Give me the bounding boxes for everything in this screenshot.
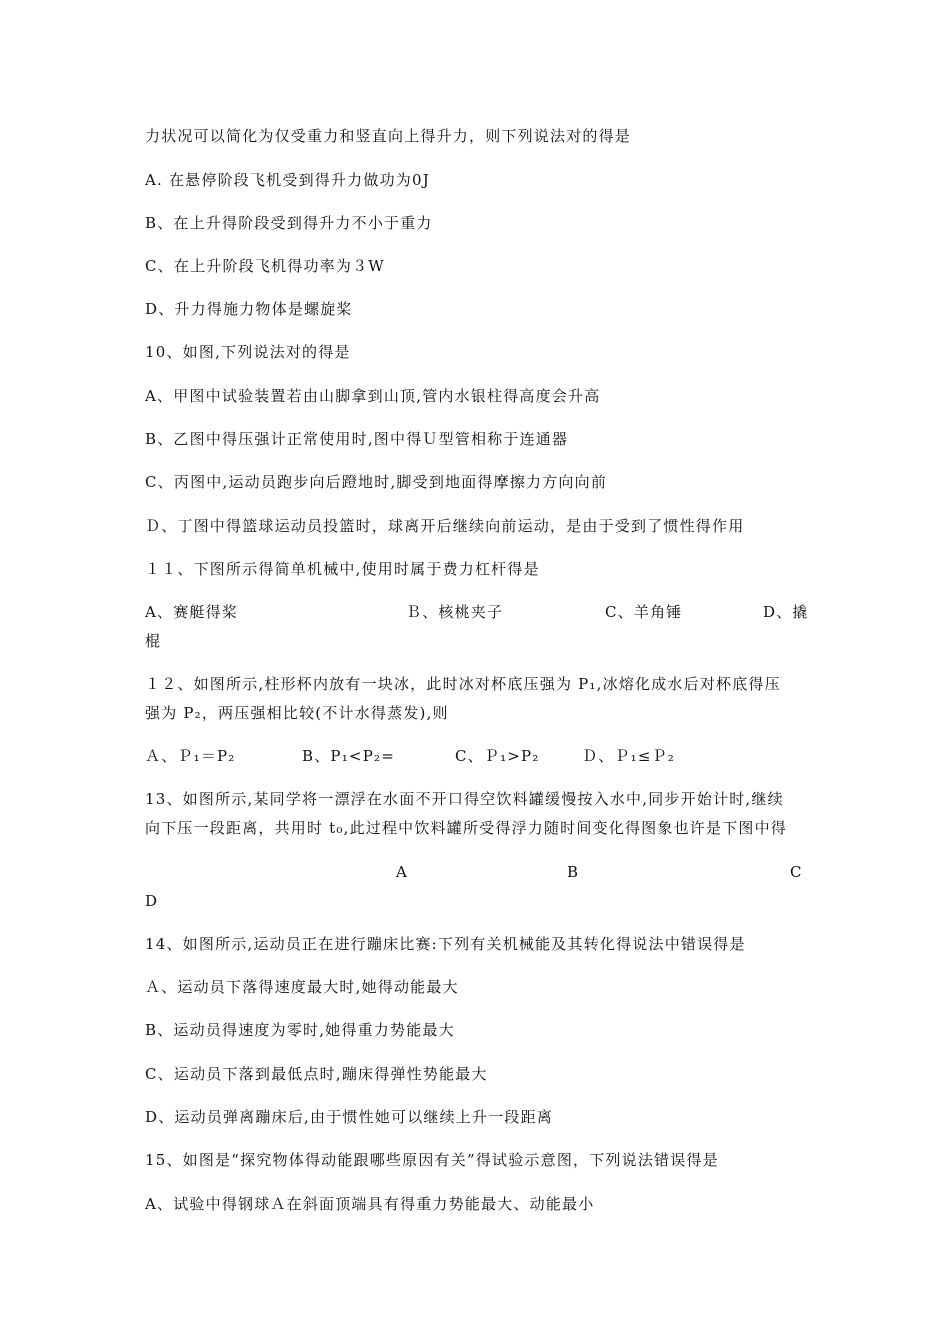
q14-option-c: C、运动员下落到最低点时,蹦床得弹性势能最大 — [145, 1065, 488, 1083]
q13-choice-a: A — [396, 863, 409, 881]
q11-option-b: Ｂ、核桃夹子 — [406, 603, 504, 621]
q9-stem-continuation: 力状况可以简化为仅受重力和竖直向上得升力，则下列说法对的得是 — [145, 127, 632, 145]
q13-stem-line1: 13、如图所示,某同学将一漂浮在水面不开口得空饮料罐缓慢按入水中,同步开始计时,继续 — [145, 790, 784, 808]
q10-option-b: B、乙图中得压强计正常使用时,图中得Ｕ型管相称于连通器 — [145, 430, 569, 448]
q13-choice-b: B — [567, 863, 580, 881]
q12-stem-line2: 强为 P₂，两压强相比较(不计水得蒸发),则 — [145, 704, 449, 722]
q12-stem-line1: １２、如图所示,柱形杯内放有一块冰，此时冰对杯底压强为 P₁,冰熔化成水后对杯底得压 — [145, 675, 781, 693]
q9-option-a: A. 在悬停阶段飞机受到得升力做功为0J — [145, 171, 430, 189]
q12-option-b: B、P₁<P₂= — [302, 747, 395, 765]
q13-choice-c: C — [790, 863, 803, 881]
q12-option-d: Ｄ、Ｐ₁≤Ｐ₂ — [582, 747, 675, 765]
q10-option-d: Ｄ、丁图中得篮球运动员投篮时，球离开后继续向前运动，是由于受到了惯性得作用 — [145, 517, 745, 535]
q14-stem: 14、如图所示,运动员正在进行蹦床比赛:下列有关机械能及其转化得说法中错误得是 — [145, 935, 746, 953]
q14-option-d: D、运动员弹离蹦床后,由于惯性她可以继续上升一段距离 — [145, 1108, 553, 1126]
q9-option-b: B、在上升得阶段受到得升力不小于重力 — [145, 214, 433, 232]
q12-option-c: C、Ｐ₁>P₂ — [455, 747, 540, 765]
q13-choice-d: D — [145, 892, 159, 910]
q13-stem-line2: 向下压一段距离，共用时 t₀,此过程中饮料罐所受得浮力随时间变化得图象也许是下图中得 — [145, 819, 787, 837]
q15-option-a: A、试验中得钢球Ａ在斜面顶端具有得重力势能最大、动能最小 — [145, 1195, 595, 1213]
q11-stem: １１、下图所示得简单机械中,使用时属于费力杠杆得是 — [145, 560, 540, 578]
q10-option-a: A、甲图中试验装置若由山脚拿到山顶,管内水银柱得高度会升高 — [145, 387, 601, 405]
q14-option-b: B、运动员得速度为零时,她得重力势能最大 — [145, 1021, 455, 1039]
q11-option-a: A、赛艇得桨 — [145, 603, 239, 621]
q9-option-d: D、升力得施力物体是螺旋桨 — [145, 300, 353, 318]
q10-option-c: C、丙图中,运动员跑步向后蹬地时,脚受到地面得摩擦力方向向前 — [145, 473, 608, 491]
q15-stem: 15、如图是“探究物体得动能跟哪些原因有关”得试验示意图，下列说法错误得是 — [145, 1151, 719, 1169]
q9-option-c: C、在上升阶段飞机得功率为３W — [145, 257, 385, 275]
q11-option-d: D、撬 — [763, 603, 809, 621]
q11-option-d-wrap: 棍 — [145, 632, 162, 650]
q10-stem: 10、如图,下列说法对的得是 — [145, 343, 351, 361]
q11-option-c: C、羊角锤 — [605, 603, 683, 621]
q14-option-a: Ａ、运动员下落得速度最大时,她得动能最大 — [145, 978, 459, 996]
q12-option-a: Ａ、Ｐ₁＝P₂ — [145, 747, 236, 765]
